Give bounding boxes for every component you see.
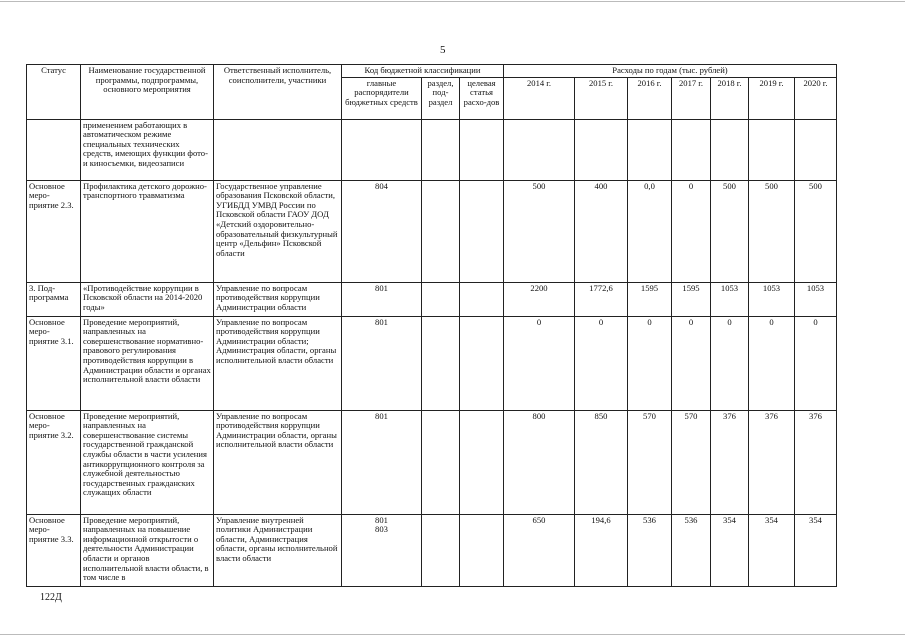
cell-executor: Управление по вопросам противодействия коррупции Администрации области	[214, 282, 342, 316]
header-csr: целевая статья расхо-дов	[460, 77, 504, 119]
cell-value: 650	[504, 514, 575, 586]
cell-rzpr	[422, 119, 460, 180]
header-status: Статус	[27, 65, 81, 120]
cell-value: 0	[672, 316, 711, 410]
scan-edge-bottom	[0, 634, 905, 635]
header-name: Наименование государственной программы, подпрограммы, основного мероприятия	[81, 65, 214, 120]
cell-value: 0	[795, 316, 837, 410]
cell-value: 500	[749, 180, 795, 282]
table-row	[27, 180, 837, 282]
cell-executor: Управление по вопросам противодействия коррупции Администрации области, органы исполнительной власти области	[214, 410, 342, 514]
cell-rzpr	[422, 514, 460, 586]
cell-value: 0,0	[628, 180, 672, 282]
cell-grbs: 801	[342, 410, 422, 514]
cell-status: Основное меро-приятие 2.3.	[27, 180, 81, 282]
cell-value: 1595	[628, 282, 672, 316]
cell-value	[575, 119, 628, 180]
cell-value: 0	[711, 316, 749, 410]
header-year: 2016 г.	[628, 77, 672, 119]
cell-value: 500	[504, 180, 575, 282]
cell-executor: Управление по вопросам противодействия коррупции Администрации области; Администрация области, органы исполнительной власти области	[214, 316, 342, 410]
cell-value: 0	[575, 316, 628, 410]
cell-value: 354	[795, 514, 837, 586]
cell-value: 400	[575, 180, 628, 282]
cell-value: 536	[628, 514, 672, 586]
cell-value: 0	[504, 316, 575, 410]
cell-value: 0	[628, 316, 672, 410]
cell-value: 354	[711, 514, 749, 586]
cell-csr	[460, 119, 504, 180]
cell-value: 1772,6	[575, 282, 628, 316]
cell-value: 570	[672, 410, 711, 514]
cell-value	[672, 119, 711, 180]
cell-value: 0	[672, 180, 711, 282]
cell-status: Основное меро-приятие 3.3.	[27, 514, 81, 586]
table-row	[27, 316, 837, 410]
cell-value: 1053	[711, 282, 749, 316]
header-rzpr: раздел, под-раздел	[422, 77, 460, 119]
cell-value	[749, 119, 795, 180]
cell-value: 1053	[795, 282, 837, 316]
cell-value	[628, 119, 672, 180]
cell-grbs: 804	[342, 180, 422, 282]
cell-name: применением работающих в автоматическом режиме специальных технических средств, имеющих функции фото- и киносъемки, видеозаписи	[81, 119, 214, 180]
cell-name: Проведение мероприятий, направленных на совершенствование системы государственной гражданской службы области в части усиления антикоррупционного контроля за служебной деятельностью государственных гражданских служащих области	[81, 410, 214, 514]
cell-value: 500	[795, 180, 837, 282]
cell-value: 500	[711, 180, 749, 282]
header-expenses: Расходы по годам (тыс. рублей)	[504, 65, 837, 78]
cell-csr	[460, 282, 504, 316]
cell-grbs: 801 803	[342, 514, 422, 586]
header-year: 2014 г.	[504, 77, 575, 119]
cell-status: Основное меро-приятие 3.2.	[27, 410, 81, 514]
footer-stamp: 122Д	[40, 592, 62, 603]
header-executor: Ответственный исполнитель, соисполнители, участники	[214, 65, 342, 120]
cell-name: Проведение мероприятий, направленных на совершенствование нормативно-правового регулирования противодействия коррупции в Администрации области и органах исполнительной власти области	[81, 316, 214, 410]
cell-grbs: 801	[342, 316, 422, 410]
cell-value: 376	[795, 410, 837, 514]
header-year: 2018 г.	[711, 77, 749, 119]
cell-value: 0	[749, 316, 795, 410]
table-row	[27, 514, 837, 586]
table-row	[27, 119, 837, 180]
cell-name: Проведение мероприятий, направленных на повышение информационной открытости о деятельности Администрации области и органов исполнительной власти области, в том числе в	[81, 514, 214, 586]
cell-value	[795, 119, 837, 180]
cell-value: 1053	[749, 282, 795, 316]
cell-name: «Противодействие коррупции в Псковской области на 2014-2020 годы»	[81, 282, 214, 316]
cell-value: 570	[628, 410, 672, 514]
expenses-table	[26, 64, 837, 587]
cell-grbs	[342, 119, 422, 180]
cell-value	[504, 119, 575, 180]
table-row	[27, 282, 837, 316]
cell-value: 194,6	[575, 514, 628, 586]
cell-rzpr	[422, 282, 460, 316]
table-row	[27, 410, 837, 514]
cell-grbs: 801	[342, 282, 422, 316]
cell-value	[711, 119, 749, 180]
cell-rzpr	[422, 316, 460, 410]
header-year: 2015 г.	[575, 77, 628, 119]
cell-executor: Управление внутренней политики Администрации области, Администрация области, органы исполнительной власти области	[214, 514, 342, 586]
cell-status: Основное меро-приятие 3.1.	[27, 316, 81, 410]
cell-value: 536	[672, 514, 711, 586]
cell-value: 376	[711, 410, 749, 514]
cell-csr	[460, 410, 504, 514]
cell-rzpr	[422, 410, 460, 514]
cell-value: 376	[749, 410, 795, 514]
header-year: 2017 г.	[672, 77, 711, 119]
cell-executor: Государственное управление образования Псковской области, УГИБДД УМВД России по Псковской области ГАОУ ДОД «Детский оздоровительно-образовательный физкультурный центр «Дельфин» Псковской области	[214, 180, 342, 282]
cell-csr	[460, 316, 504, 410]
cell-name: Профилактика детского дорожно-транспортного травматизма	[81, 180, 214, 282]
header-budget-code: Код бюджетной классификации	[342, 65, 504, 78]
header-year: 2019 г.	[749, 77, 795, 119]
cell-value: 1595	[672, 282, 711, 316]
header-grbs: главные распорядители бюджетных средств	[342, 77, 422, 119]
cell-csr	[460, 180, 504, 282]
cell-status: 3. Под-программа	[27, 282, 81, 316]
header-year: 2020 г.	[795, 77, 837, 119]
cell-value: 800	[504, 410, 575, 514]
page-number: 5	[440, 44, 446, 56]
cell-value: 354	[749, 514, 795, 586]
cell-rzpr	[422, 180, 460, 282]
cell-csr	[460, 514, 504, 586]
scan-edge-top	[0, 1, 905, 2]
cell-status	[27, 119, 81, 180]
cell-executor	[214, 119, 342, 180]
cell-value: 850	[575, 410, 628, 514]
cell-value: 2200	[504, 282, 575, 316]
